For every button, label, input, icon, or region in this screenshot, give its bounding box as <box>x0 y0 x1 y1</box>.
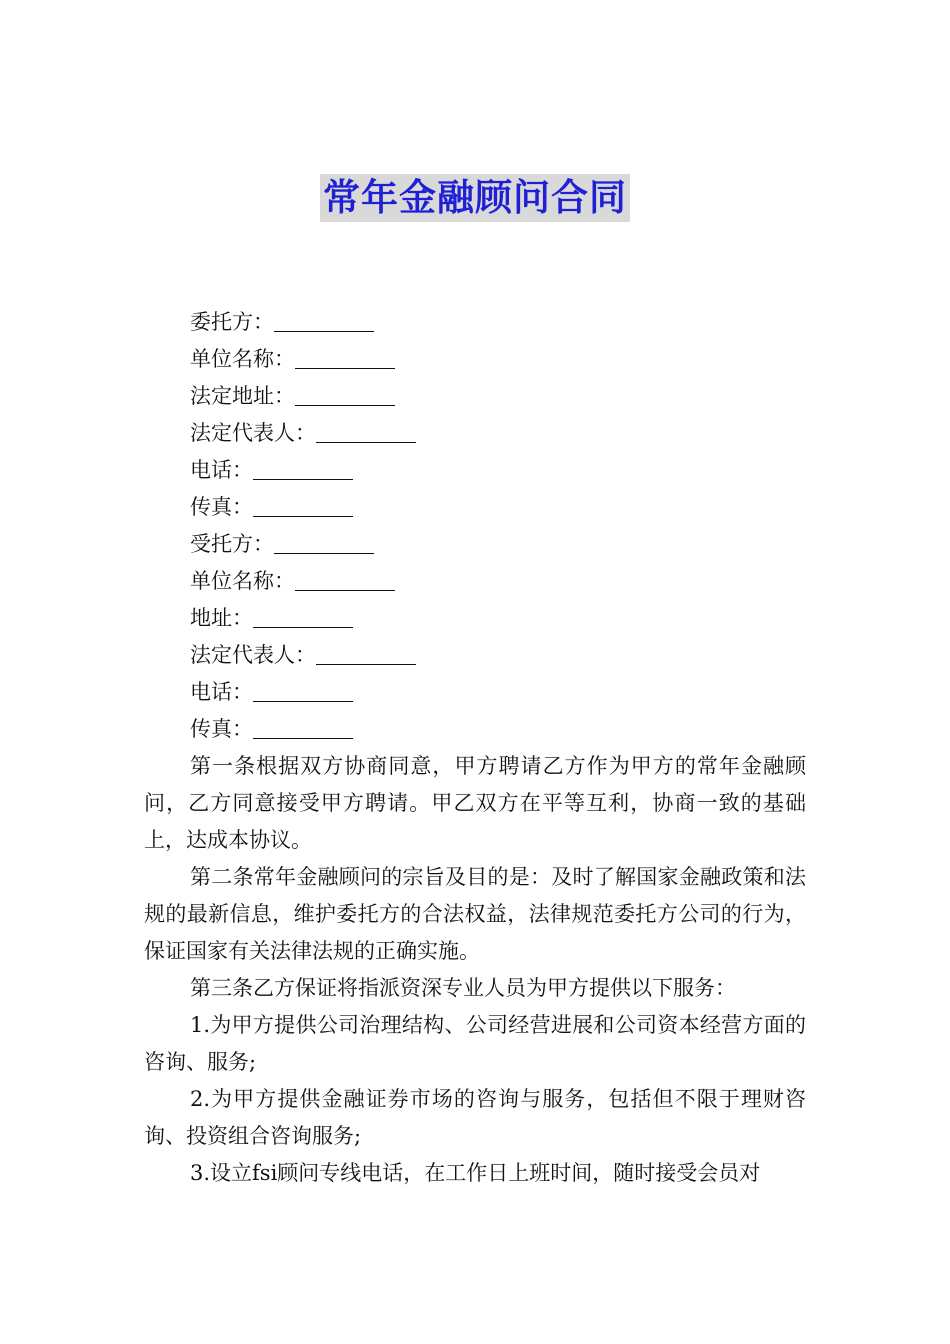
consultant-name-blank <box>274 527 374 554</box>
client-company-field <box>144 341 806 378</box>
consultant-phone-label: 电话： <box>190 680 253 704</box>
consultant-address-label: 地址： <box>190 606 253 630</box>
consultant-company-label: 单位名称： <box>190 569 295 593</box>
article-2: 第二条常年金融顾问的宗旨及目的是：及时了解国家金融政策和法规的最新信息，维护委托方的合法权益，法律规范委托方公司的行为，保证国家有关法律法规的正确实施。 <box>144 865 806 963</box>
consultant-rep-field <box>144 637 806 674</box>
client-phone-field <box>144 452 806 489</box>
consultant-company-field <box>144 563 806 600</box>
client-address-blank <box>295 379 395 406</box>
consultant-rep-label: 法定代表人： <box>190 643 316 667</box>
consultant-phone-blank <box>253 675 353 702</box>
document-title: 常年金融顾问合同 <box>320 174 630 222</box>
consultant-heading-field <box>144 526 806 563</box>
document-body <box>144 304 806 1192</box>
consultant-address-blank <box>253 601 353 628</box>
consultant-address-field <box>144 600 806 637</box>
consultant-fax-field <box>144 711 806 748</box>
article-3-item-1: 1.为甲方提供公司治理结构、公司经营进展和公司资本经营方面的咨询、服务; <box>144 1013 806 1074</box>
article-1: 第一条根据双方协商同意，甲方聘请乙方作为甲方的常年金融顾问，乙方同意接受甲方聘请。甲乙双方在平等互利，协商一致的基础上，达成本协议。 <box>144 754 806 852</box>
consultant-rep-blank <box>316 638 416 665</box>
article-3-item-2: 2.为甲方提供金融证券市场的咨询与服务，包括但不限于理财咨询、投资组合咨询服务; <box>144 1087 806 1148</box>
client-heading-field <box>144 304 806 341</box>
client-company-blank <box>295 342 395 369</box>
client-company-label: 单位名称： <box>190 347 295 371</box>
consultant-fax-label: 传真： <box>190 717 253 741</box>
client-rep-blank <box>316 416 416 443</box>
title-container <box>0 174 950 222</box>
client-heading-label: 委托方： <box>190 310 274 334</box>
client-fax-blank <box>253 490 353 517</box>
client-name-blank <box>274 305 374 332</box>
client-phone-blank <box>253 453 353 480</box>
consultant-heading-label: 受托方： <box>190 532 274 556</box>
article-3: 第三条乙方保证将指派资深专业人员为甲方提供以下服务： <box>190 976 736 1000</box>
client-address-label: 法定地址： <box>190 384 295 408</box>
consultant-fax-blank <box>253 712 353 739</box>
client-rep-label: 法定代表人： <box>190 421 316 445</box>
client-address-field <box>144 378 806 415</box>
client-phone-label: 电话： <box>190 458 253 482</box>
client-rep-field <box>144 415 806 452</box>
client-fax-label: 传真： <box>190 495 253 519</box>
client-fax-field <box>144 489 806 526</box>
article-3-item-3: 3.设立fsi顾问专线电话，在工作日上班时间，随时接受会员对 <box>190 1161 761 1185</box>
consultant-company-blank <box>295 564 395 591</box>
consultant-phone-field <box>144 674 806 711</box>
